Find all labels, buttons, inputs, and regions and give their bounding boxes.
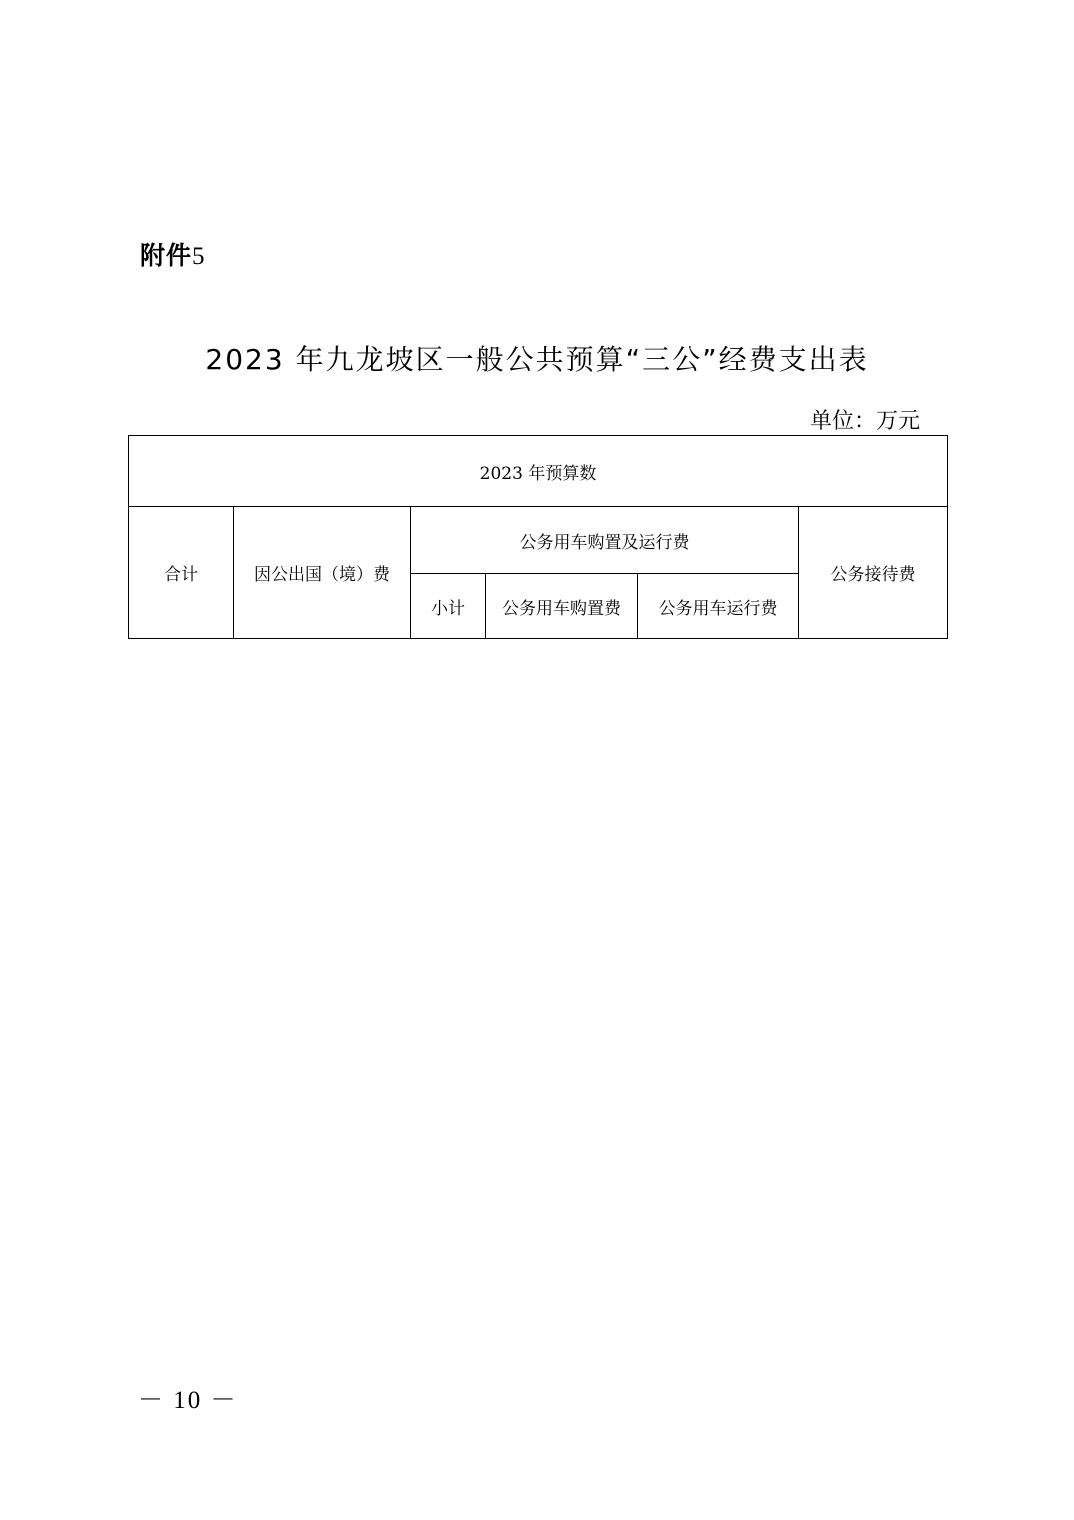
header-overseas: 因公出国（境）费 [234,507,411,639]
table-subheader-row [129,507,948,574]
unit-label: 单位：万元 [809,409,920,434]
header-budget-year: 2023 年预算数 [129,436,948,507]
attachment-label [140,236,206,272]
header-reception: 公务接待费 [799,507,948,639]
document-title: 2023 年九龙坡区一般公共预算“三公”经费支出表 [205,343,869,376]
header-vehicle-group: 公务用车购置及运行费 [411,507,799,574]
header-subtotal: 小计 [411,574,486,639]
header-vehicle-operation: 公务用车运行费 [638,574,799,639]
budget-table [128,435,948,639]
attachment-number: 5 [192,243,206,270]
table-header-row [129,436,948,507]
header-total: 合计 [129,507,234,639]
header-vehicle-purchase: 公务用车购置费 [486,574,638,639]
attachment-text: 附件 [140,241,193,270]
page-number: － 10 － [138,1387,238,1414]
